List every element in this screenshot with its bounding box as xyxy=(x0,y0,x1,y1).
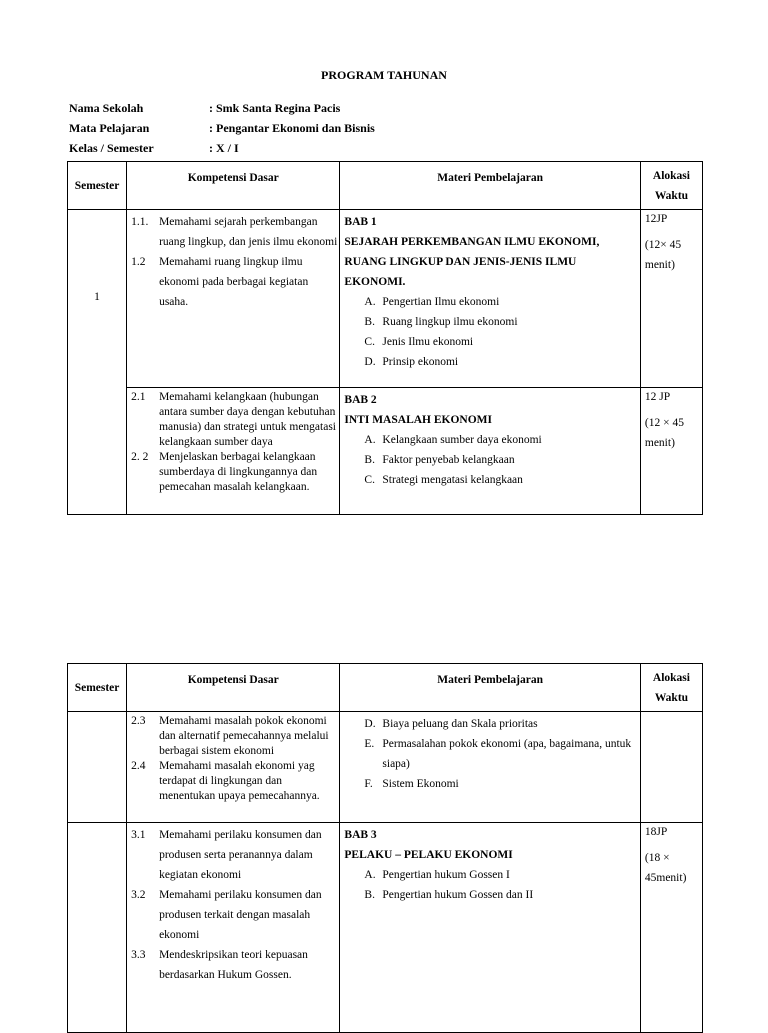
kd-cell xyxy=(127,712,340,823)
kd-number: 3.1 xyxy=(131,829,146,841)
header-semester: Semester xyxy=(68,664,127,712)
kd-text: Memahami sejarah perkembangan ruang lingkup, dan jenis ilmu ekonomi xyxy=(159,216,338,248)
bab-title: INTI MASALAH EKONOMI xyxy=(344,414,493,426)
header-kompetensi: Kompetensi Dasar xyxy=(127,664,340,712)
table-row xyxy=(68,388,703,515)
alokasi-cell xyxy=(640,210,702,388)
item-marker: C. xyxy=(364,336,375,348)
table-header-row xyxy=(68,162,703,210)
alokasi-detail: (18 × 45menit) xyxy=(644,852,687,884)
alokasi-jp: 12JP xyxy=(644,213,668,225)
kd-text: Memahami kelangkaan (hubungan antara sumber daya dengan kebutuhan manusia) dan strategi untuk mengatasi kelangkaan sumber daya xyxy=(159,391,337,448)
info-label: Nama Sekolah xyxy=(69,101,144,115)
item-marker: A. xyxy=(364,869,376,881)
item-marker: D. xyxy=(364,718,376,730)
item-marker: A. xyxy=(364,434,376,446)
alokasi-detail: (12× 45 menit) xyxy=(644,239,682,271)
alokasi-cell xyxy=(640,712,702,823)
item-text: Prinsip ekonomi xyxy=(382,356,459,368)
item-text: Jenis Ilmu ekonomi xyxy=(382,336,474,348)
page-title: PROGRAM TAHUNAN xyxy=(321,68,447,82)
alokasi-jp: 12 JP xyxy=(644,391,671,403)
info-value: : Smk Santa Regina Pacis xyxy=(209,101,341,115)
semester-cell xyxy=(68,712,127,823)
header-alokasi xyxy=(640,664,702,712)
kd-text: Mendeskripsikan teori kepuasan berdasarkan Hukum Gossen. xyxy=(159,949,308,981)
kd-cell xyxy=(127,210,340,388)
item-marker: C. xyxy=(364,474,375,486)
header-materi: Materi Pembelajaran xyxy=(340,162,640,210)
item-text: Pengertian hukum Gossen I xyxy=(382,869,510,881)
program-table-1 xyxy=(67,161,703,515)
info-label: Kelas / Semester xyxy=(69,141,154,155)
item-marker: B. xyxy=(364,889,375,901)
bab-label: BAB 3 xyxy=(344,829,377,841)
materi-cell xyxy=(340,712,640,823)
alokasi-detail: (12 × 45 menit) xyxy=(644,417,684,449)
materi-cell xyxy=(340,388,640,515)
kd-number: 2. 2 xyxy=(131,451,149,463)
bab-label: BAB 2 xyxy=(344,394,377,406)
bab-title: SEJARAH PERKEMBANGAN ILMU EKONOMI, RUANG LINGKUP DAN JENIS-JENIS ILMU EKONOMI. xyxy=(344,236,600,288)
kd-text: Memahami ruang lingkup ilmu ekonomi pada berbagai kegiatan usaha. xyxy=(159,256,309,308)
semester-cell: 1 xyxy=(68,210,127,515)
materi-cell xyxy=(340,823,640,1033)
table-header-row xyxy=(68,664,703,712)
table-row xyxy=(68,823,703,1033)
info-value: : X / I xyxy=(209,141,239,155)
item-marker: F. xyxy=(364,778,373,790)
kd-text: Memahami perilaku konsumen dan produsen terkait dengan masalah ekonomi xyxy=(159,889,322,941)
alokasi-cell xyxy=(640,823,702,1033)
header-kompetensi: Kompetensi Dasar xyxy=(127,162,340,210)
header-alokasi xyxy=(640,162,702,210)
item-text: Biaya peluang dan Skala prioritas xyxy=(382,718,538,730)
kd-number: 2.1 xyxy=(131,391,146,403)
semester-cell xyxy=(68,823,127,1033)
header-alokasi-line2: Waktu xyxy=(654,189,689,202)
header-semester: Semester xyxy=(68,162,127,210)
item-marker: D. xyxy=(364,356,376,368)
item-marker: B. xyxy=(364,316,375,328)
kd-number: 1.2 xyxy=(131,256,146,268)
program-table-2 xyxy=(67,663,703,1033)
item-text: Faktor penyebab kelangkaan xyxy=(382,454,515,466)
header-alokasi-line1: Alokasi xyxy=(652,169,690,182)
kd-number: 2.4 xyxy=(131,760,146,772)
header-alokasi-line1: Alokasi xyxy=(652,671,690,684)
header-materi: Materi Pembelajaran xyxy=(340,664,640,712)
header-alokasi-line2: Waktu xyxy=(654,691,689,704)
kd-text: Memahami masalah ekonomi yag terdapat di lingkungan dan menentukan upaya pemecahannya. xyxy=(159,760,320,802)
kd-text: Memahami perilaku konsumen dan produsen serta peranannya dalam kegiatan ekonomi xyxy=(159,829,322,881)
item-text: Kelangkaan sumber daya ekonomi xyxy=(382,434,542,446)
table-row xyxy=(68,210,703,388)
kd-text: Menjelaskan berbagai kelangkaan sumberdaya di lingkungannya dan pemecahan masalah kelangkaan. xyxy=(159,451,318,493)
kd-number: 2.3 xyxy=(131,715,146,727)
kd-number: 3.2 xyxy=(131,889,146,901)
item-text: Ruang lingkup ilmu ekonomi xyxy=(382,316,518,328)
kd-number: 3.3 xyxy=(131,949,146,961)
item-marker: E. xyxy=(364,738,375,750)
kd-cell xyxy=(127,388,340,515)
kd-number: 1.1. xyxy=(131,216,149,228)
alokasi-cell xyxy=(640,388,702,515)
item-text: Pengertian Ilmu ekonomi xyxy=(382,296,500,308)
item-text: Permasalahan pokok ekonomi (apa, bagaimana, untuk siapa) xyxy=(382,738,632,770)
item-text: Strategi mengatasi kelangkaan xyxy=(382,474,523,486)
bab-label: BAB 1 xyxy=(344,216,377,228)
item-marker: B. xyxy=(364,454,375,466)
info-label: Mata Pelajaran xyxy=(69,121,150,135)
kd-cell xyxy=(127,823,340,1033)
alokasi-jp: 18JP xyxy=(644,826,668,838)
info-value: : Pengantar Ekonomi dan Bisnis xyxy=(209,121,375,135)
item-text: Pengertian hukum Gossen dan II xyxy=(382,889,534,901)
bab-title: PELAKU – PELAKU EKONOMI xyxy=(344,849,513,861)
kd-text: Memahami masalah pokok ekonomi dan alternatif pemecahannya melalui berbagai sistem ekonomi xyxy=(159,715,329,757)
item-text: Sistem Ekonomi xyxy=(382,778,459,790)
item-marker: A. xyxy=(364,296,376,308)
table-row xyxy=(68,712,703,823)
materi-cell xyxy=(340,210,640,388)
